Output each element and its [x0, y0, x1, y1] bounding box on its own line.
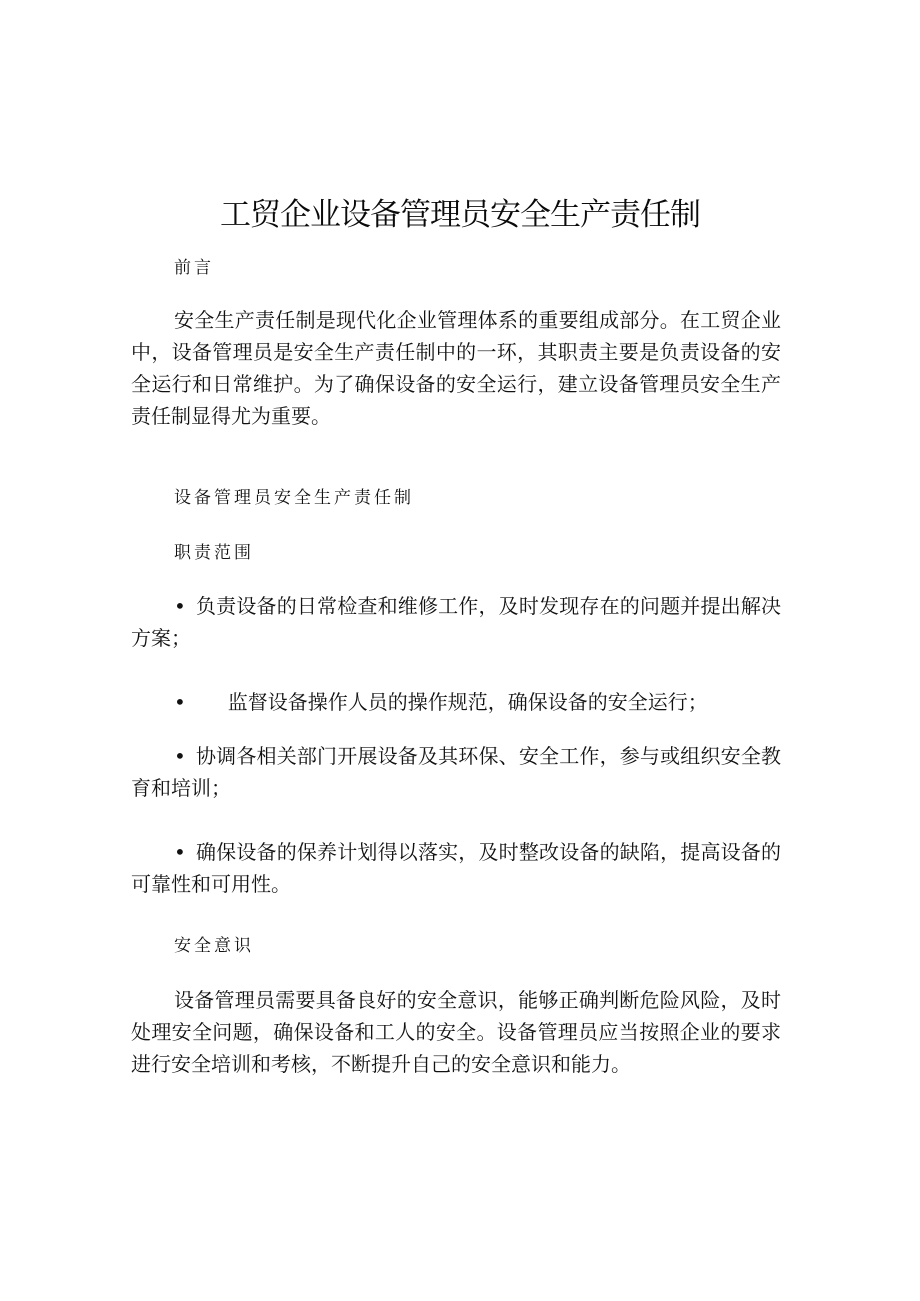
awareness-heading: 安全意识: [174, 936, 254, 956]
document-title: 工贸企业设备管理员安全生产责任制: [220, 197, 700, 233]
scope-item-text: 协调各相关部门开展设备及其环保、安全工作，参与或组织安全教育和培训；: [131, 744, 781, 800]
scope-list-item: [131, 740, 781, 804]
scope-item-text: 负责设备的日常检查和维修工作，及时发现存在的问题并提出解决方案；: [131, 594, 781, 650]
bullet-icon: •: [174, 744, 186, 768]
section-heading: 设备管理员安全生产责任制: [174, 488, 414, 508]
bullet-icon: •: [174, 594, 186, 618]
preface-heading: 前言: [174, 258, 214, 278]
awareness-paragraph: 设备管理员需要具备良好的安全意识，能够正确判断危险风险，及时处理安全问题，确保设备和工人的安全。设备管理员应当按照企业的要求进行安全培训和考核，不断提升自己的安全意识和能力。: [131, 988, 781, 1076]
scope-list-item: [131, 590, 781, 654]
preface-paragraph: 安全生产责任制是现代化企业管理体系的重要组成部分。在工贸企业中，设备管理员是安全生产责任制中的一环，其职责主要是负责设备的安全运行和日常维护。为了确保设备的安全运行，建立设备管理员安全生产责任制显得尤为重要。: [131, 308, 781, 428]
scope-item-text: 监督设备操作人员的操作规范，确保设备的安全运行；: [227, 690, 708, 714]
scope-list-item: [131, 836, 781, 900]
scope-heading: 职责范围: [174, 543, 254, 563]
bullet-icon: •: [174, 690, 186, 714]
scope-list-item: [131, 686, 781, 718]
bullet-icon: •: [174, 840, 186, 864]
scope-item-text: 确保设备的保养计划得以落实，及时整改设备的缺陷，提高设备的可靠性和可用性。: [131, 840, 781, 896]
